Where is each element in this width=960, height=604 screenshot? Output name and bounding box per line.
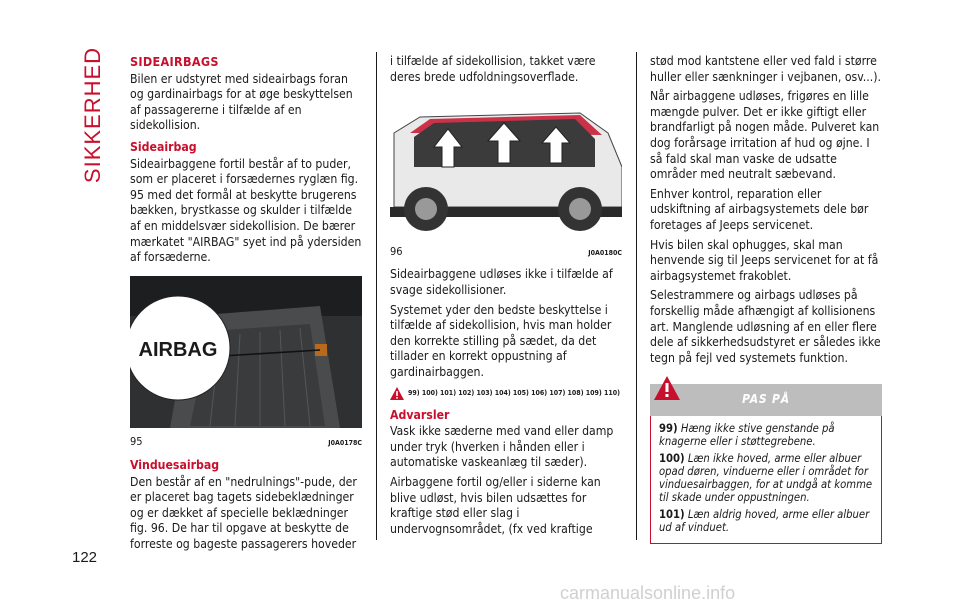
paragraph-service: Enhver kontrol, reparation eller udskiftning af airbagsystemets dele bør foretages af Jeeps servicenet. [650,186,869,232]
figure-code: J0A0180C [588,248,622,257]
figure-96 [390,97,622,261]
paragraph-deployment: Selestrammere og airbags udløses på forskellig måde afhængigt af kollisionens art. Manglende udløsning af en eller flere dele af sikkerhedsudstyret er således ikke tegn på fejl ved systemets funktion. [650,288,881,365]
warning-triangle-icon [654,376,680,400]
sideairbag-paragraph: Sideairbaggene fortil består af to puder, som er placeret i forsædernes ryglæn fig. 95 med det formål at beskytte brugerens bækken, brystkasse og skulder i tilfælde af en middelsvær sidekollision. De bærer mærkatet "AIRBAG" syet ind på ydersiden af forsæderne. [130,156,362,265]
caution-item-101 [659,508,873,534]
vinduesairbag-paragraph: Den består af en "nedrulnings"-pude, der er placeret bag tagets sidebeklædninger og er dækket af specielle beklædninger fig. 96. De har til opgave at beskytte de forreste og bageste passagerers hoveder [130,474,357,551]
caution-text: Læn ikke hoved, arme eller albuer opad døren, vinduerne eller i området for vinduesairbaggen, for at undgå at komme til skade under oppustningen. [659,451,873,505]
subheading-vinduesairbag: Vinduesairbag [130,457,220,472]
continued-paragraph: i tilfælde af sidekollision, takket være deres brede udfoldningsoverflade. [390,54,596,84]
subheading-sideairbag: Sideairbag [130,139,197,154]
caution-text: Hæng ikke stive genstande på knagerne eller i støttegrebene. [659,422,835,449]
intro-paragraph: Bilen er udstyret med sideairbags foran og gardinairbags for at øge beskyttelsen af passagererne i tilfælde af en sidekollision. [130,71,353,133]
warning-reference-list: 99) 100) 101) 102) 103) 104) 105) 106) 107) 108) 109) 110) [408,388,620,397]
figure-95 [130,276,362,452]
paragraph-weak-collision: Sideairbaggene udløses ikke i tilfælde af svage sidekollisioner. [390,267,613,297]
figure-number: 95 [130,435,143,449]
caution-box-title: PAS PÅ [742,392,790,407]
caution-item-99 [659,422,873,448]
chapter-tab-label: SIKKERHED [80,46,105,184]
paragraph-powder: Når airbaggene udløses, frigøres en lille mængde pulver. Det er ikke giftigt eller brandfarligt på nogen måde. Pulveret kan dog forårsage irritation af hud og øjne. I så fald skal man vaske de udsatte områder med neutralt sæbevand. [650,89,880,182]
caution-box [650,384,882,544]
caution-text: Læn aldrig hoved, arme eller albuer ud af vinduet. [659,507,870,534]
column-3 [650,54,882,544]
caution-number: 100) [659,451,685,465]
subheading-advarsler: Advarsler [390,407,450,422]
paragraph-scrapping: Hvis bilen skal ophugges, skal man henvende sig til Jeeps servicenet for at få airbagsystemet frakoblet. [650,237,879,283]
caution-item-100 [659,452,873,505]
column-divider-2 [636,52,637,540]
column-divider-1 [376,52,377,540]
figure-code: J0A0178C [328,439,362,448]
car-curtain-airbag-illustration [390,97,622,237]
section-heading: SIDEAIRBAGS [130,54,219,69]
caution-box-body [650,416,882,544]
page-number: 122 [72,549,98,566]
warning-triangle-icon [390,387,404,400]
advarsel-paragraph-2: Airbaggene fortil og/eller i siderne kan blive udløst, hvis bilen udsættes for kraftige stød eller slag i undervognsområdet, (fx ved kraftige [390,474,601,536]
figure-number: 96 [390,244,403,258]
seat-airbag-photo [130,276,362,428]
advarsel-paragraph-1: Vask ikke sæderne med vand eller damp under tryk (hverken i hånden eller i automatiske vaskeanlæg til sæder). [390,424,614,470]
chapter-tab [78,40,108,190]
caution-number: 101) [659,507,685,521]
paragraph-best-protection: Systemet yder den bedste beskyttelse i tilfælde af sidekollision, hvis man holder den korrekte stilling på sædet, da det tillader en korrekt oppustning af gardinairbaggen. [390,302,612,379]
caution-number: 99) [659,422,678,436]
paragraph-curbs: stød mod kantstene eller ved fald i større huller eller sænkninger i vejbanen, osv...). [650,54,881,84]
column-2 [390,54,622,541]
column-1 [130,54,362,556]
watermark: carmanualsonline.info [560,583,736,603]
airbag-label: AIRBAG [138,338,218,361]
warning-references [390,387,622,400]
caution-box-header [650,384,882,416]
